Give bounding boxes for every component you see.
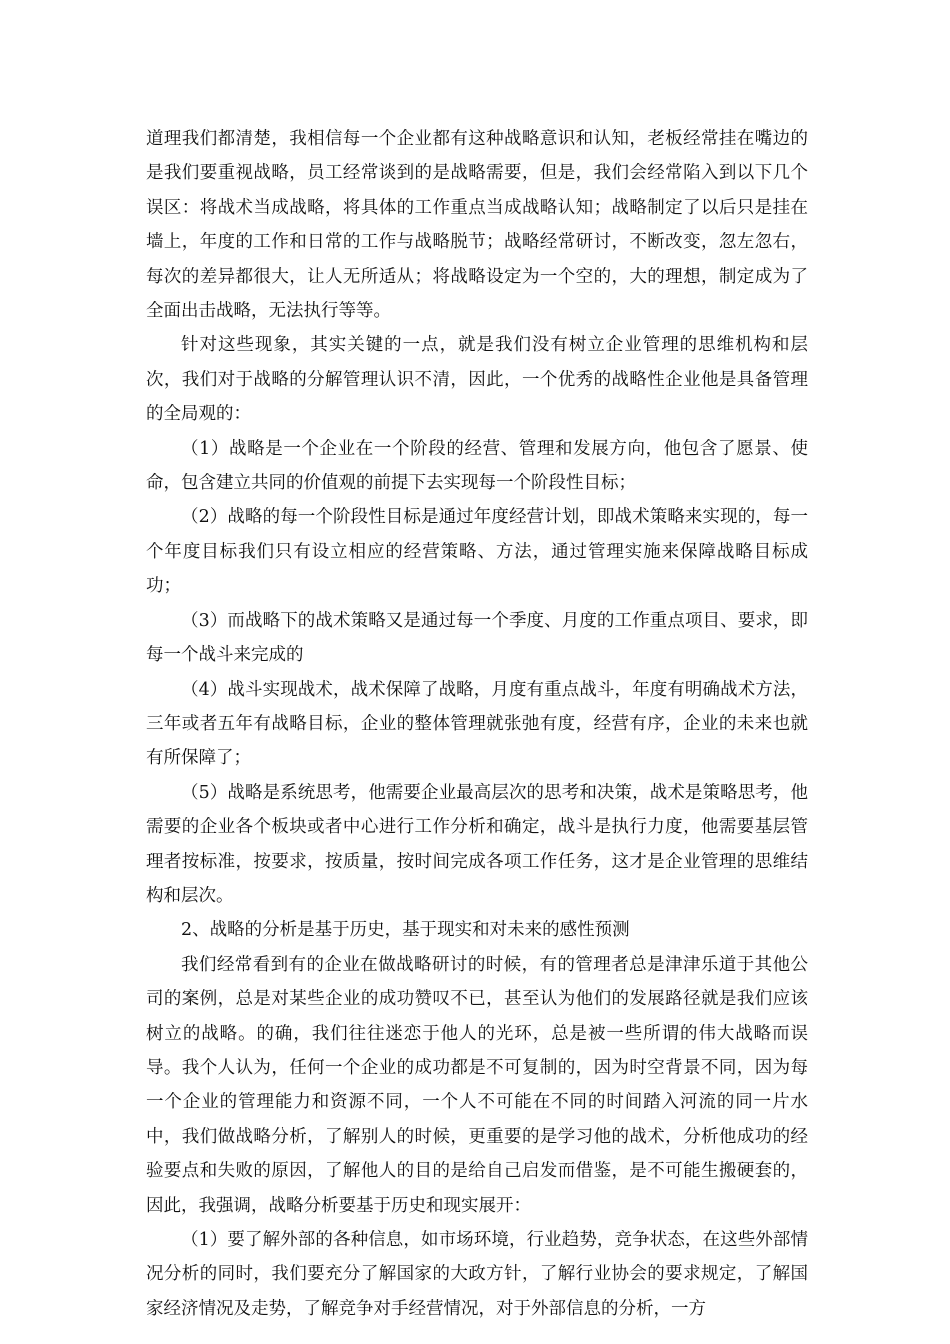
- list-item-3: （3）而战略下的战术策略又是通过每一个季度、月度的工作重点项目、要求，即每一个战斗来完成的: [146, 610, 808, 666]
- list-item-external-info: （1）要了解外部的各种信息，如市场环境，行业趋势，竞争状态，在这些外部情况分析的同时，我们要充分了解国家的大政方针，了解行业协会的要求规定，了解国家经济情况及走势，了解竞争对手经营情况，对于外部信息的分析，一方: [146, 1230, 808, 1319]
- list-item-1: （1）战略是一个企业在一个阶段的经营、管理和发展方向，他包含了愿景、使命，包含建立共同的价值观的前提下去实现每一个阶段性目标；: [146, 438, 808, 494]
- list-item-2: （2）战略的每一个阶段性目标是通过年度经营计划，即战术策略来实现的，每一个年度目标我们只有设立相应的经营策略、方法，通过管理实施来保障战略目标成功；: [146, 507, 808, 597]
- paragraph-strategy-analysis: 我们经常看到有的企业在做战略研讨的时候，有的管理者总是津津乐道于其他公司的案例，总是对某些企业的成功赞叹不已，甚至认为他们的发展路径就是我们应该树立的战略。的确，我们往往迷恋于他人的光环，总是被一些所谓的伟大战略而误导。我个人认为，任何一个企业的成功都是不可复制的，因为时空背景不同，因为每一个企业的管理能力和资源不同，一个人不可能在不同的时间踏入河流的同一片水中，我们做战略分析，了解别人的时候，更重要的是学习他的战术，分析他成功的经验要点和失败的原因，了解他人的目的是给自己启发而借鉴，是不可能生搬硬套的，因此，我强调，战略分析要基于历史和现实展开：: [146, 954, 808, 1216]
- paragraph-management-structure: 针对这些现象，其实关键的一点，就是我们没有树立企业管理的思维机构和层次，我们对于战略的分解管理认识不清，因此，一个优秀的战略性企业他是具备管理的全局观的：: [146, 335, 808, 425]
- document-body: [146, 122, 808, 1326]
- list-item-4: （4）战斗实现战术，战术保障了战略，月度有重点战斗，年度有明确战术方法，三年或者五年有战略目标，企业的整体管理就张弛有度，经营有序，企业的未来也就有所保障了；: [146, 679, 808, 769]
- paragraph-strategy-misconceptions: 道理我们都清楚，我相信每一个企业都有这种战略意识和认知，老板经常挂在嘴边的是我们要重视战略，员工经常谈到的是战略需要，但是，我们会经常陷入到以下几个误区：将战术当成战略，将具体的工作重点当成战略认知；战略制定了以后只是挂在墙上，年度的工作和日常的工作与战略脱节；战略经常研讨，不断改变，忽左忽右，每次的差异都很大，让人无所适从；将战略设定为一个空的，大的理想，制定成为了全面出击战略，无法执行等等。: [146, 129, 808, 322]
- section-heading-2: 2、战略的分析是基于历史，基于现实和对未来的感性预测: [181, 920, 630, 941]
- list-item-5: （5）战略是系统思考，他需要企业最高层次的思考和决策，战术是策略思考，他需要的企业各个板块或者中心进行工作分析和确定，战斗是执行力度，他需要基层管理者按标准，按要求，按质量，按时间完成各项工作任务，这才是企业管理的思维结构和层次。: [146, 782, 808, 906]
